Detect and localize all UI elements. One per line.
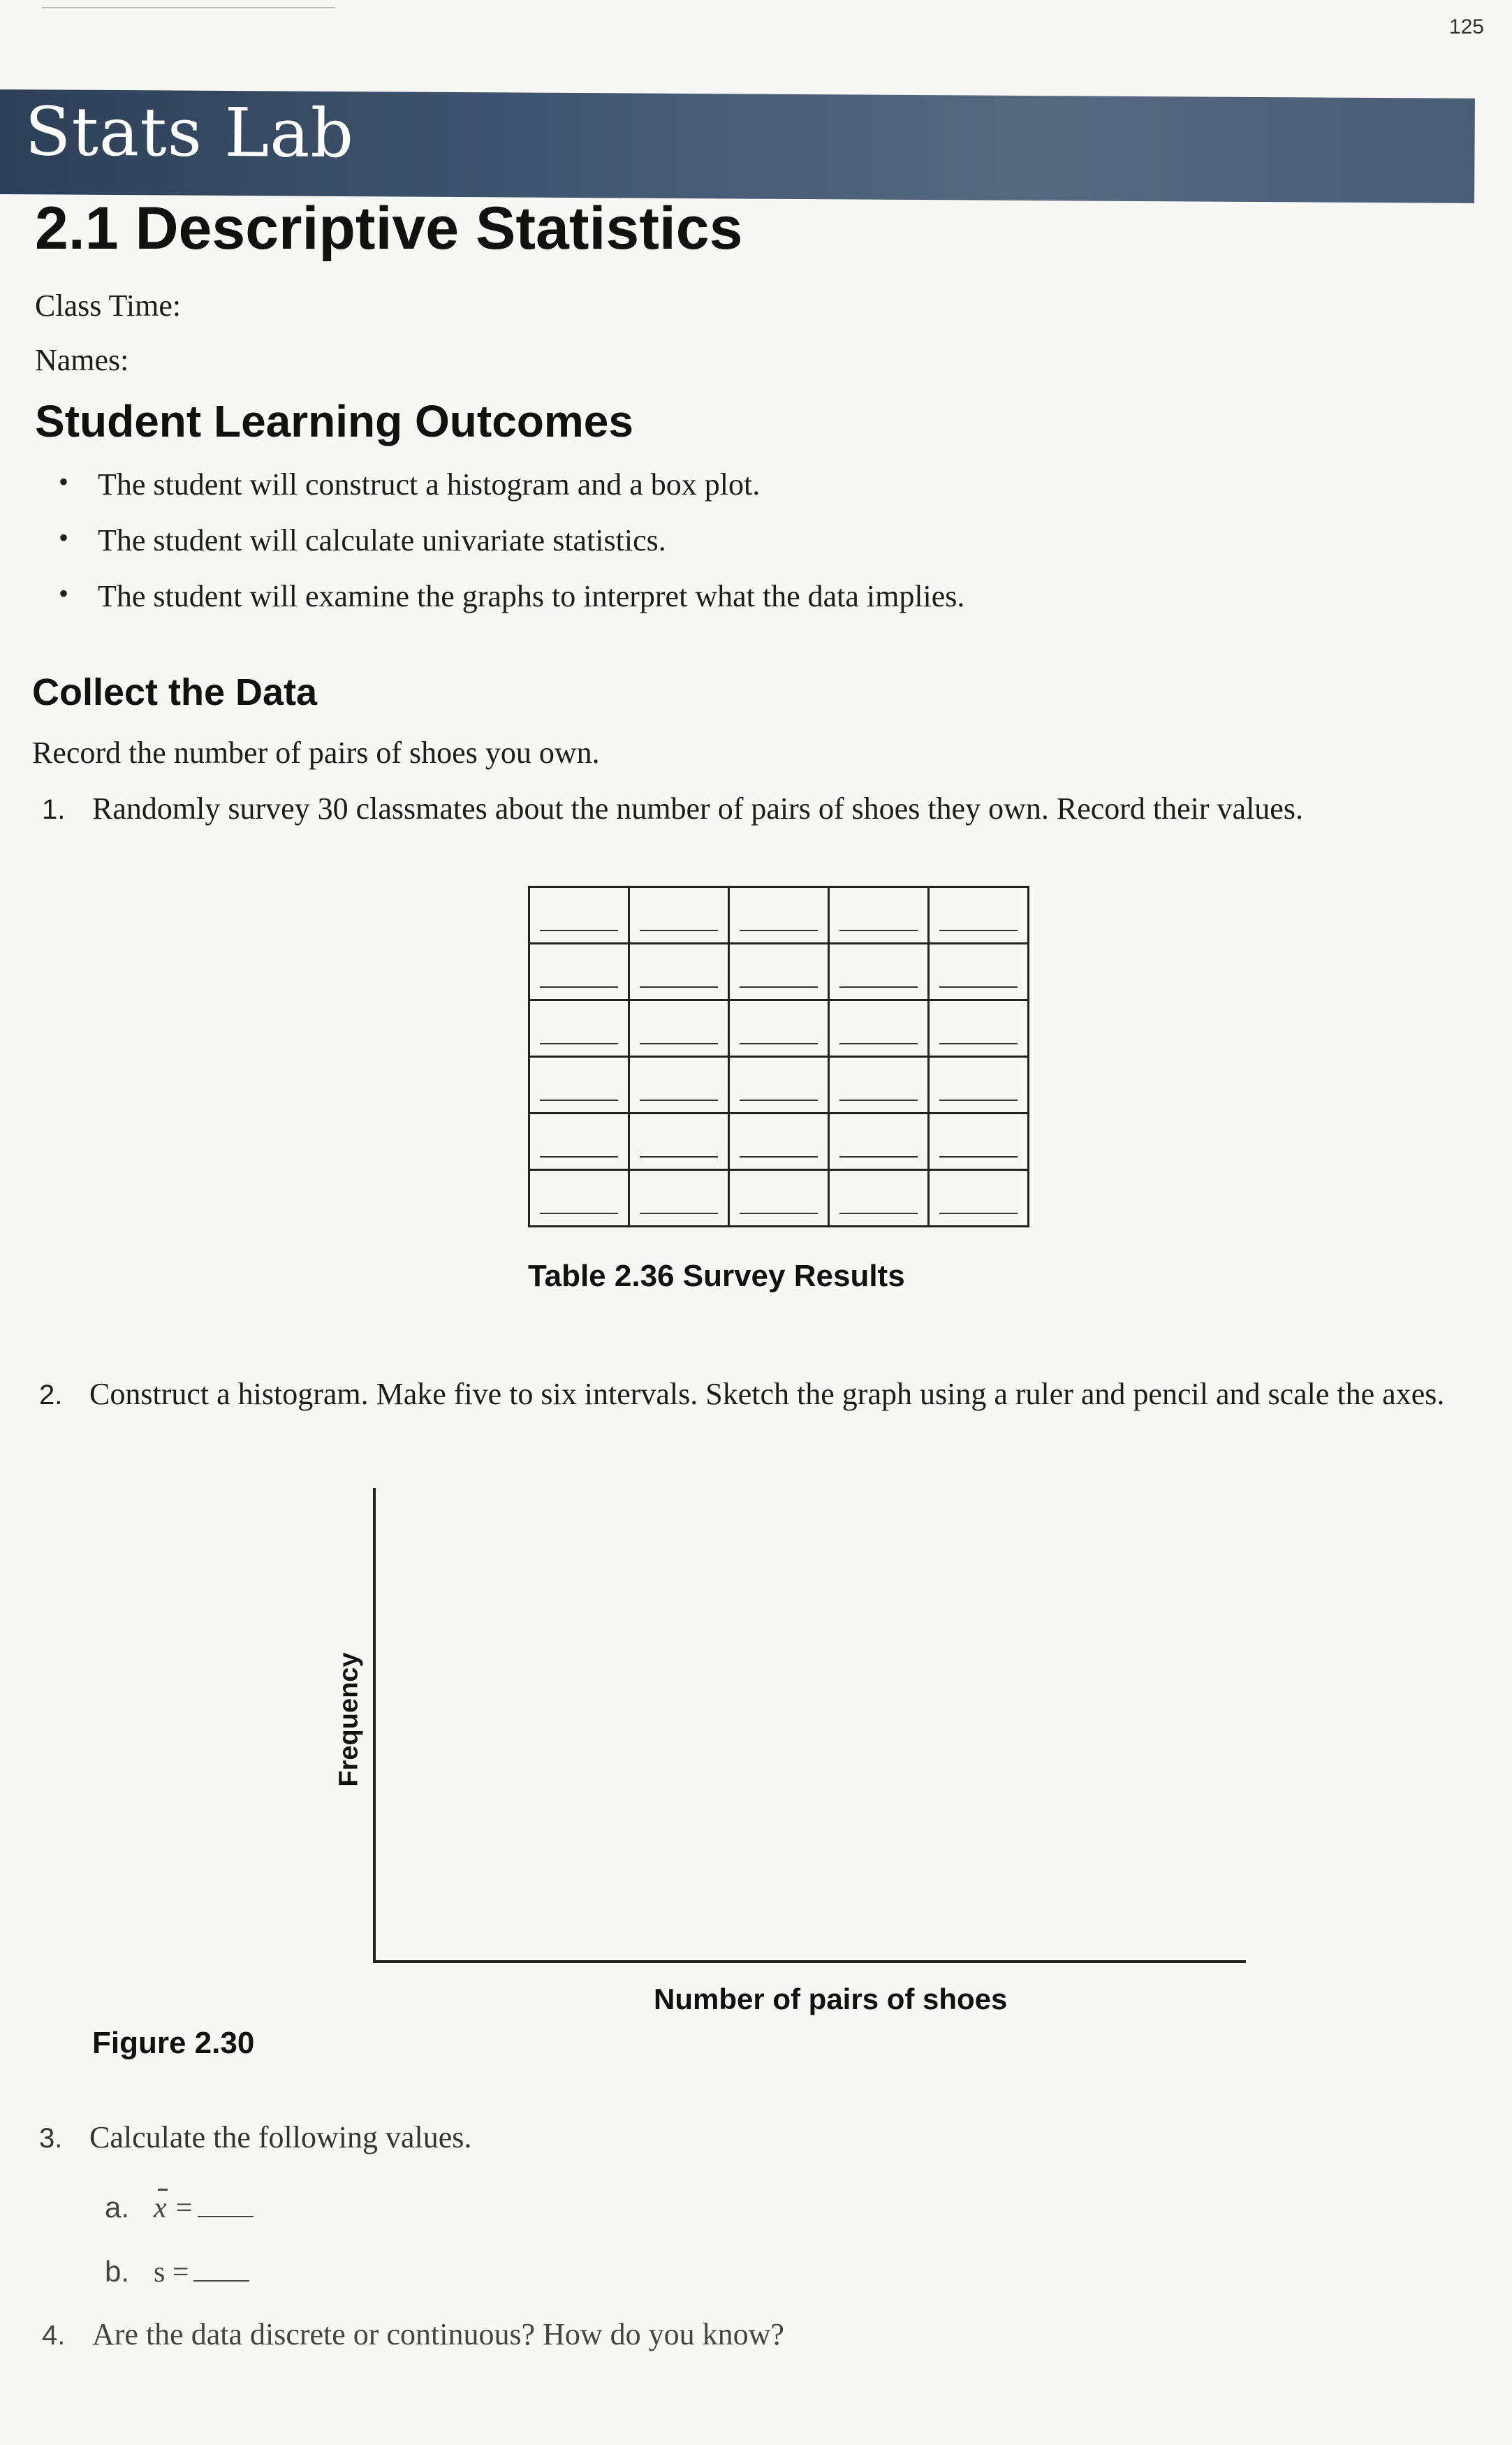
- step-2: [39, 1376, 1444, 1412]
- table-cell[interactable]: [529, 1114, 629, 1170]
- table-cell[interactable]: [929, 1170, 1029, 1227]
- table-cell[interactable]: [629, 1000, 729, 1057]
- step-text: Construct a histogram. Make five to six intervals. Sketch the graph using a ruler and pencil and scale the axes.: [89, 1377, 1445, 1411]
- histogram-x-axis: [373, 1960, 1246, 1963]
- answer-blank[interactable]: [198, 2216, 254, 2217]
- table-cell[interactable]: [629, 1170, 729, 1227]
- table-caption: Table 2.36 Survey Results: [528, 1259, 905, 1293]
- table-cell[interactable]: [929, 887, 1029, 944]
- figure-caption: Figure 2.30: [92, 2026, 255, 2060]
- table-cell[interactable]: [829, 1000, 929, 1057]
- mean-symbol: x =: [154, 2192, 194, 2224]
- item-letter: b.: [105, 2255, 130, 2288]
- calc-item-sd: [105, 2255, 249, 2289]
- table-cell[interactable]: [729, 1170, 829, 1227]
- survey-results-table: [528, 886, 1029, 1227]
- class-time-field: Class Time:: [35, 289, 182, 323]
- step-number: 2.: [39, 1380, 63, 1410]
- table-cell[interactable]: [529, 1057, 629, 1114]
- collect-intro: Record the number of pairs of shoes you own.: [32, 736, 600, 770]
- table-cell[interactable]: [829, 944, 929, 1000]
- step-number: 3.: [39, 2123, 63, 2154]
- table-cell[interactable]: [529, 1000, 629, 1057]
- table-cell[interactable]: [529, 1170, 629, 1227]
- table-cell[interactable]: [829, 1057, 929, 1114]
- histogram-y-axis: [373, 1488, 376, 1963]
- table-cell[interactable]: [829, 1114, 929, 1170]
- outcome-item: • The student will construct a histogram and a box plot.: [61, 467, 760, 502]
- table-cell[interactable]: [529, 887, 629, 944]
- running-header-rule: [42, 0, 335, 8]
- table-cell[interactable]: [729, 1114, 829, 1170]
- sd-symbol: s =: [154, 2256, 189, 2289]
- stats-lab-banner: [0, 89, 1475, 203]
- answer-blank[interactable]: [193, 2280, 249, 2282]
- table-cell[interactable]: [929, 944, 1029, 1000]
- outcomes-heading: Student Learning Outcomes: [35, 396, 633, 446]
- table-cell[interactable]: [929, 1057, 1029, 1114]
- step-4: [42, 2316, 784, 2352]
- table-cell[interactable]: [829, 887, 929, 944]
- y-axis-label: Frequency: [334, 1652, 364, 1787]
- table-cell[interactable]: [729, 944, 829, 1000]
- item-letter: a.: [105, 2191, 130, 2224]
- table-cell[interactable]: [729, 887, 829, 944]
- table-cell[interactable]: [729, 1000, 829, 1057]
- banner-title: Stats Lab: [24, 92, 355, 173]
- outcome-item: • The student will calculate univariate statistics.: [61, 523, 666, 558]
- x-axis-label: Number of pairs of shoes: [654, 1983, 1008, 2015]
- table-cell[interactable]: [629, 1057, 729, 1114]
- section-title: 2.1 Descriptive Statistics: [35, 195, 743, 262]
- table-cell[interactable]: [929, 1000, 1029, 1057]
- calc-item-mean: [105, 2191, 254, 2225]
- step-text: Randomly survey 30 classmates about the number of pairs of shoes they own. Record their values.: [92, 791, 1303, 826]
- step-text: Calculate the following values.: [89, 2120, 472, 2154]
- step-number: 1.: [42, 794, 66, 825]
- table-cell[interactable]: [929, 1114, 1029, 1170]
- table-cell[interactable]: [729, 1057, 829, 1114]
- table-cell[interactable]: [829, 1170, 929, 1227]
- names-field: Names:: [35, 343, 129, 377]
- outcome-item: • The student will examine the graphs to interpret what the data implies.: [61, 578, 964, 614]
- collect-heading: Collect the Data: [32, 671, 318, 713]
- table-cell[interactable]: [629, 1114, 729, 1170]
- table-cell[interactable]: [629, 944, 729, 1000]
- step-number: 4.: [42, 2320, 66, 2351]
- step-text: Are the data discrete or continuous? How do you know?: [92, 2317, 784, 2351]
- page-number: 125: [1448, 15, 1484, 38]
- table-cell[interactable]: [529, 944, 629, 1000]
- step-1: [42, 791, 1303, 826]
- step-3: [39, 2119, 471, 2155]
- table-cell[interactable]: [629, 887, 729, 944]
